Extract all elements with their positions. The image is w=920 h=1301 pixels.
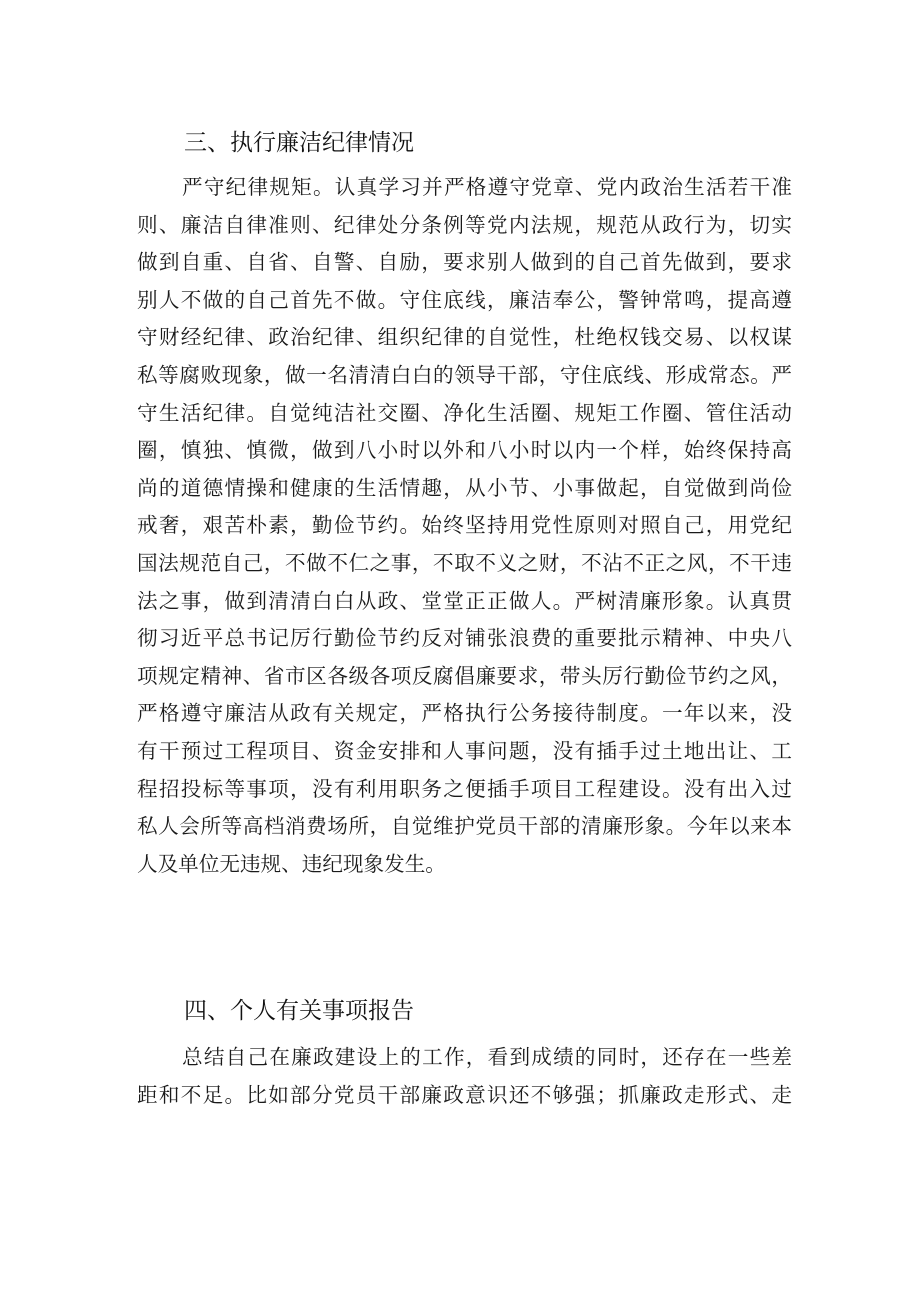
paragraph-line: 距和不足。比如部分党员干部廉政意识还不够强；抓廉政走形式、走 [137, 1082, 792, 1107]
paragraph-line: 法之事，做到清清白白从政、堂堂正正做人。严树清廉形象。认真贯 [137, 588, 792, 613]
paragraph-line: 总结自己在廉政建设上的工作，看到成绩的同时，还存在一些差 [182, 1045, 792, 1069]
paragraph-line: 守生活纪律。自觉纯洁社交圈、净化生活圈、规矩工作圈、管住活动 [137, 400, 792, 425]
paragraph-line: 则、廉洁自律准则、纪律处分条例等党内法规，规范从政行为，切实 [137, 212, 792, 237]
section-3-paragraph [137, 169, 792, 883]
paragraph-line: 项规定精神、省市区各级各项反腐倡廉要求，带头厉行勤俭节约之风， [137, 663, 792, 688]
paragraph-line: 戒奢，艰苦朴素，勤俭节约。始终坚持用党性原则对照自己，用党纪 [137, 513, 792, 538]
section-heading-4: 四、个人有关事项报告 [184, 998, 414, 1024]
paragraph-line: 别人不做的自己首先不做。守住底线，廉洁奉公，警钟常鸣，提高遵 [137, 287, 792, 312]
paragraph-line: 严守纪律规矩。认真学习并严格遵守党章、党内政治生活若干准 [182, 175, 792, 199]
paragraph-line: 有干预过工程项目、资金安排和人事问题，没有插手过土地出让、工 [137, 738, 792, 763]
section-4-paragraph [137, 1039, 792, 1114]
paragraph-line: 人及单位无违规、违纪现象发生。 [137, 851, 446, 876]
paragraph-line: 程招投标等事项，没有利用职务之便插手项目工程建设。没有出入过 [137, 776, 792, 801]
section-heading-3: 三、执行廉洁纪律情况 [184, 130, 414, 156]
paragraph-line: 尚的道德情操和健康的生活情趣，从小节、小事做起，自觉做到尚俭 [137, 475, 792, 500]
paragraph-line: 做到自重、自省、自警、自励，要求别人做到的自己首先做到，要求 [137, 250, 792, 275]
paragraph-line: 守财经纪律、政治纪律、组织纪律的自觉性，杜绝权钱交易、以权谋 [137, 325, 792, 350]
paragraph-line: 私等腐败现象，做一名清清白白的领导干部，守住底线、形成常态。严 [137, 362, 792, 387]
paragraph-line: 私人会所等高档消费场所，自觉维护党员干部的清廉形象。今年以来本 [137, 814, 792, 839]
paragraph-line: 彻习近平总书记厉行勤俭节约反对铺张浪费的重要批示精神、中央八 [137, 626, 792, 651]
paragraph-line: 严格遵守廉洁从政有关规定，严格执行公务接待制度。一年以来，没 [137, 701, 792, 726]
paragraph-line: 国法规范自己，不做不仁之事，不取不义之财，不沾不正之风，不干违 [137, 550, 792, 575]
paragraph-line: 圈，慎独、慎微，做到八小时以外和八小时以内一个样，始终保持高 [137, 438, 792, 463]
